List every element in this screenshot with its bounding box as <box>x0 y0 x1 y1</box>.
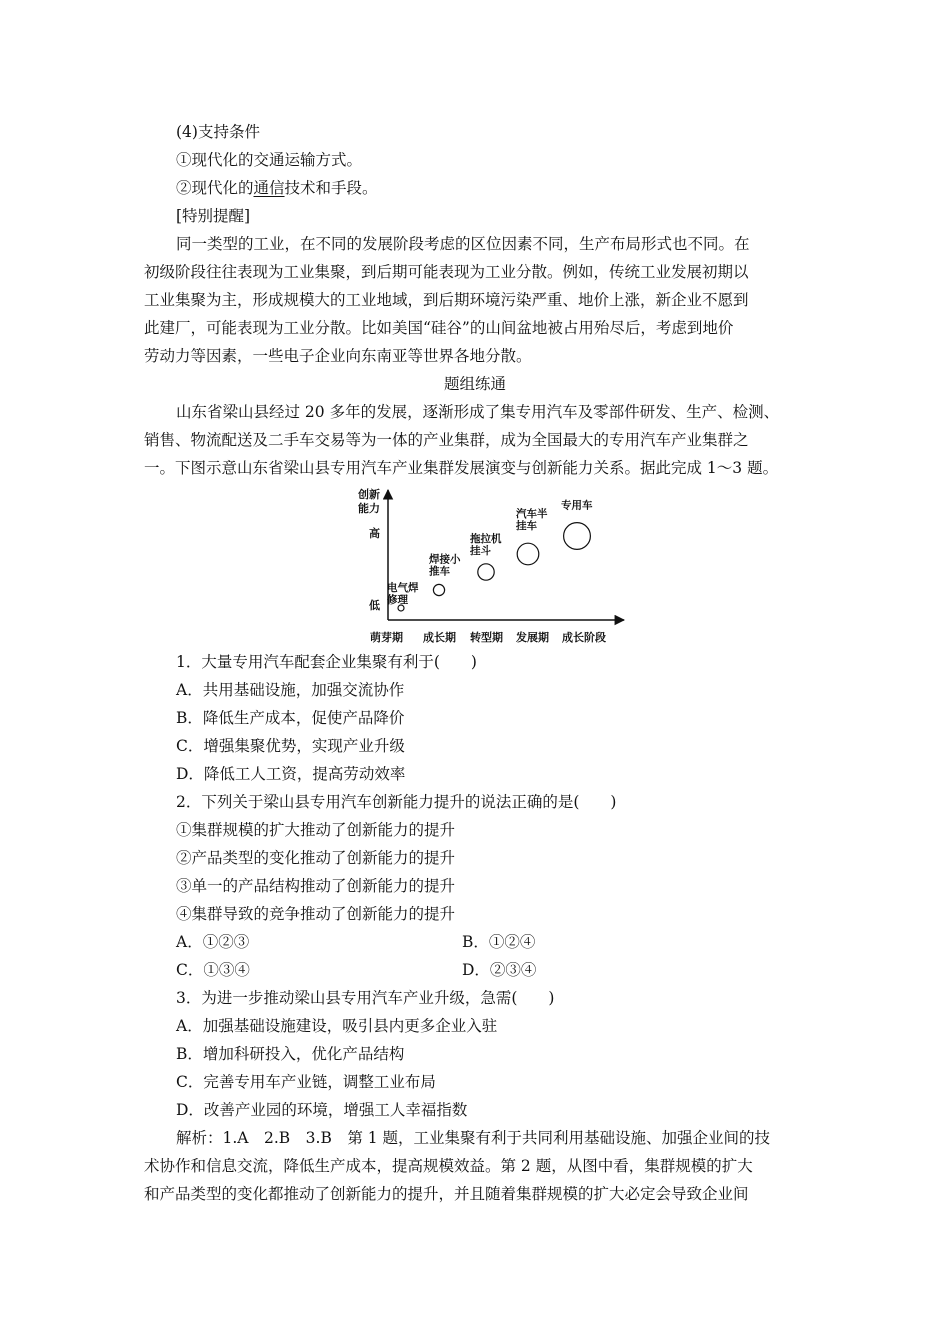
paragraph-line: 一。下图示意山东省梁山县专用汽车产业集群发展演变与创新能力关系。据此完成 1～3 题。 <box>144 459 779 477</box>
question-stem: 3．为进一步推动梁山县专用汽车产业升级，急需( ) <box>176 989 555 1007</box>
paragraph-line: 此建厂，可能表现为工业分散。比如美国“硅谷”的山间盆地被占用殆尽后，考虑到地价 <box>144 319 734 337</box>
answer-option: C．①③④ <box>176 961 250 979</box>
x-tick-label: 转型期 <box>470 631 503 644</box>
x-tick-label: 成长期 <box>423 631 456 644</box>
analysis-line: 解析：1.A 2.B 3.B 第 1 题，工业集聚有利于共同利用基础设施、加强企业间的技 <box>176 1129 771 1147</box>
y-axis-label: 创新 <box>358 488 380 501</box>
data-point-label: 汽车半 <box>516 508 548 521</box>
paragraph-line: 初级阶段往往表现为工业集聚，到后期可能表现为工业分散。例如，传统工业发展初期以 <box>144 263 749 281</box>
paragraph-line: 山东省梁山县经过 20 多年的发展，逐渐形成了集专用汽车及零部件研发、生产、检测、 <box>176 403 780 421</box>
question-stem: 2．下列关于梁山县专用汽车创新能力提升的说法正确的是( ) <box>176 793 617 811</box>
data-point-label: 焊接小 <box>429 553 461 566</box>
paragraph-line: 劳动力等因素，一些电子企业向东南亚等世界各地分散。 <box>144 347 532 365</box>
analysis-line: 和产品类型的变化都推动了创新能力的提升，并且随着集群规模的扩大必定会导致企业间 <box>144 1185 749 1203</box>
statement: ②产品类型的变化推动了创新能力的提升 <box>176 849 456 867</box>
section-title: 题组练通 <box>443 375 506 393</box>
condition-item: ①现代化的交通运输方式。 <box>176 151 363 169</box>
x-tick-label: 萌芽期 <box>370 631 403 644</box>
data-point-label: 修理 <box>387 594 408 606</box>
statement: ④集群导致的竞争推动了创新能力的提升 <box>176 905 456 923</box>
section-heading: (4)支持条件 <box>176 123 260 141</box>
answer-option: B．降低生产成本，促使产品降价 <box>176 709 405 727</box>
reminder-label: [特别提醒] <box>176 207 251 225</box>
data-point-label: 拖拉机 <box>470 532 502 545</box>
data-point <box>478 564 494 580</box>
data-point-label: 专用车 <box>561 499 593 512</box>
data-point-label: 挂车 <box>516 520 537 533</box>
data-point-label: 挂斗 <box>470 544 491 557</box>
analysis-line: 术协作和信息交流，降低生产成本，提高规模效益。第 2 题，从图中看，集群规模的扩大 <box>144 1157 753 1175</box>
question-stem: 1．大量专用汽车配套企业集聚有利于( ) <box>176 653 477 671</box>
paragraph-line: 同一类型的工业，在不同的发展阶段考虑的区位因素不同，生产布局形式也不同。在 <box>176 235 750 253</box>
innovation-chart <box>340 482 630 648</box>
data-point <box>517 543 539 565</box>
answer-option: B．增加科研投入，优化产品结构 <box>176 1045 405 1063</box>
data-point-label: 电气焊 <box>387 582 419 594</box>
x-tick-label: 发展期 <box>516 631 549 644</box>
statement: ①集群规模的扩大推动了创新能力的提升 <box>176 821 456 839</box>
underlined-term: 通信 <box>253 179 285 197</box>
answer-option: A．①②③ <box>176 933 250 951</box>
answer-option: D．改善产业园的环境，增强工人幸福指数 <box>176 1101 468 1119</box>
data-point <box>433 584 444 595</box>
answer-option: C．完善专用车产业链，调整工业布局 <box>176 1073 436 1091</box>
answer-option: C．增强集聚优势，实现产业升级 <box>176 737 405 755</box>
y-axis-label: 能力 <box>358 502 380 515</box>
data-point <box>564 523 591 550</box>
x-axis-label: 成长阶段 <box>562 631 606 644</box>
answer-option: D．降低工人工资，提高劳动效率 <box>176 765 406 783</box>
condition-item: ②现代化的通信技术和手段。 <box>176 179 378 197</box>
statement: ③单一的产品结构推动了创新能力的提升 <box>176 877 456 895</box>
y-tick-high: 高 <box>369 527 380 540</box>
data-point-label: 推车 <box>429 565 450 578</box>
paragraph-line: 销售、物流配送及二手车交易等为一体的产业集群，成为全国最大的专用汽车产业集群之 <box>144 431 749 449</box>
answer-option: A．加强基础设施建设，吸引县内更多企业入驻 <box>176 1017 498 1035</box>
answer-option: A．共用基础设施，加强交流协作 <box>176 681 405 699</box>
answer-option: D．②③④ <box>462 961 537 979</box>
y-tick-low: 低 <box>369 599 380 612</box>
paragraph-line: 工业集聚为主，形成规模大的工业地域，到后期环境污染严重、地价上涨，新企业不愿到 <box>144 291 749 309</box>
answer-option: B．①②④ <box>462 933 536 951</box>
